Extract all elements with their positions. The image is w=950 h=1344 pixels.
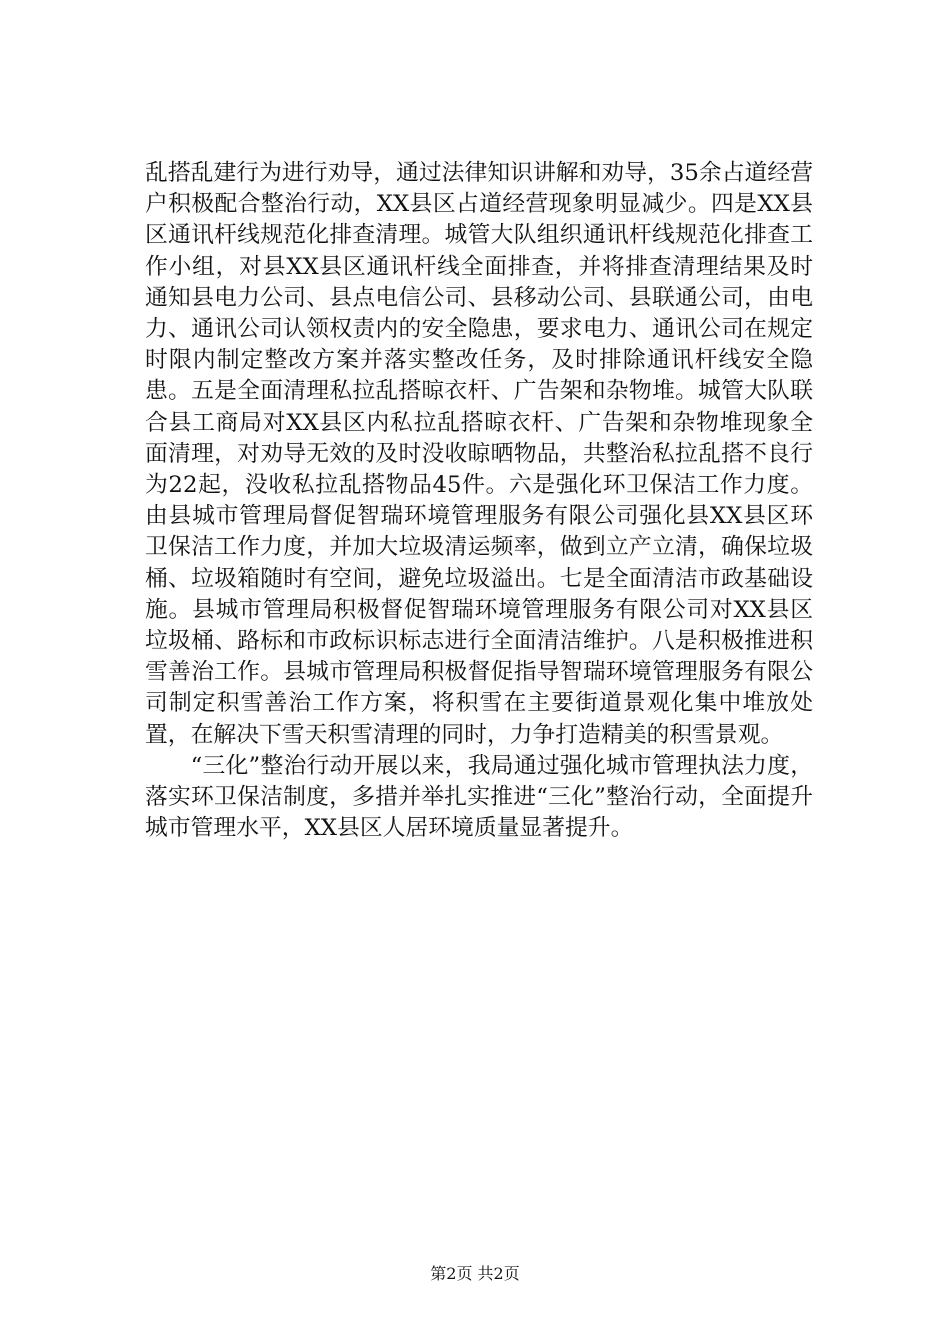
paragraph-summary: “三化”整治行动开展以来，我局通过强化城市管理执法力度，落实环卫保洁制度，多措并举扎实推进“三化”整治行动，全面提升城市管理水平，XX县区人居环境质量显著提升。 [145, 752, 813, 842]
page-footer [0, 1264, 950, 1284]
paragraph-continuation: 乱搭乱建行为进行劝导，通过法律知识讲解和劝导，35余占道经营户积极配合整治行动，XX县区占道经营现象明显减少。四是XX县区通讯杆线规范化排查清理。城管大队组织通讯杆线规范化排查工作小组，对县XX县区通讯杆线全面排查，并将排查清理结果及时通知县电力公司、县点电信公司、县移动公司、县联通公司，由电力、通讯公司认领权责内的安全隐患，要求电力、通讯公司在规定时限内制定整改方案并落实整改任务，及时排除通讯杆线安全隐患。五是全面清理私拉乱搭晾衣杆、广告架和杂物堆。城管大队联合县工商局对XX县区内私拉乱搭晾衣杆、广告架和杂物堆现象全面清理，对劝导无效的及时没收晾晒物品，共整治私拉乱搭不良行为22起，没收私拉乱搭物品45件。六是强化环卫保洁工作力度。由县城市管理局督促智瑞环境管理服务有限公司强化县XX县区环卫保洁工作力度，并加大垃圾清运频率，做到立产立清，确保垃圾桶、垃圾箱随时有空间，避免垃圾溢出。七是全面清洁市政基础设施。县城市管理局积极督促智瑞环境管理服务有限公司对XX县区垃圾桶、路标和市政标识标志进行全面清洁维护。八是积极推进积雪善治工作。县城市管理局积极督促指导智瑞环境管理服务有限公司制定积雪善治工作方案，将积雪在主要街道景观化集中堆放处置，在解决下雪天积雪清理的同时，力争打造精美的积雪景观。 [145, 160, 813, 748]
document-body [145, 158, 813, 844]
page-number-label: 第2页 共2页 [430, 1264, 520, 1283]
